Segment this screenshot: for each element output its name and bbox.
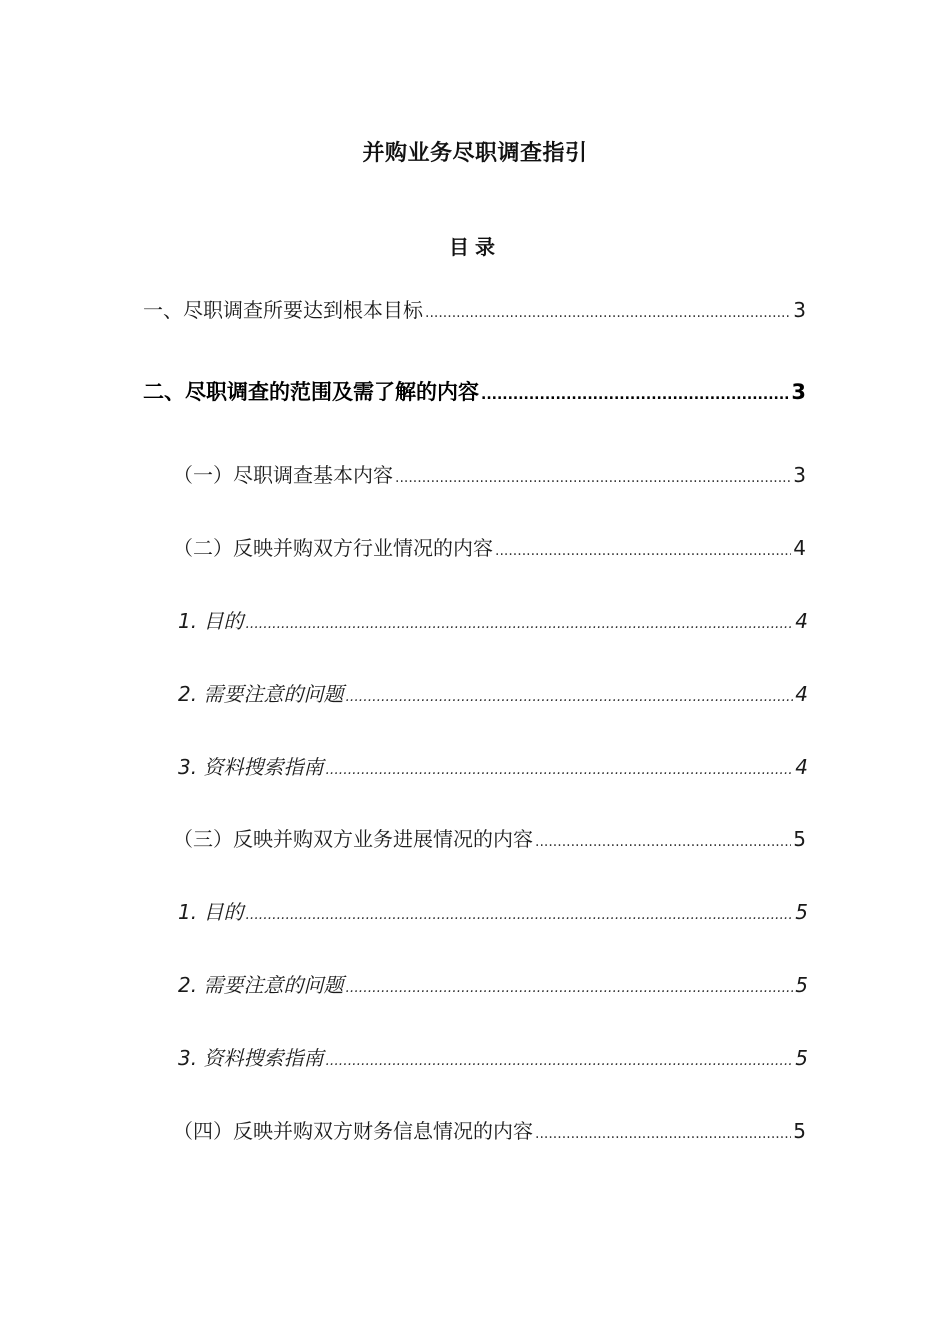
toc-entry-label: 二、尽职调查的范围及需了解的内容 [143, 380, 479, 404]
toc-leader-dots [425, 298, 791, 328]
toc-page-number: 5 [793, 1119, 806, 1143]
toc-entry-label: 一、尽职调查所要达到根本目标 [143, 298, 423, 322]
toc-entry-label: （四）反映并购双方财务信息情况的内容 [173, 1119, 533, 1143]
toc-page-number: 4 [793, 536, 806, 560]
toc-leader-dots [345, 682, 793, 712]
toc-leader-dots [395, 463, 791, 493]
toc-leader-dots [481, 380, 789, 410]
toc-leader-dots [325, 755, 793, 785]
toc-entry-section-1[interactable] [143, 295, 806, 325]
toc-leader-dots [245, 900, 793, 930]
toc-entry-item[interactable] [178, 897, 808, 927]
toc-page-number: 4 [795, 682, 808, 706]
toc-leader-dots [495, 536, 791, 566]
toc-entry-subsection-2[interactable] [173, 533, 806, 563]
toc-entry-item[interactable] [178, 679, 808, 709]
toc-leader-dots [535, 1119, 791, 1149]
toc-page-number: 4 [795, 755, 808, 779]
toc-entry-label: 1. 目的 [178, 900, 244, 924]
toc-page-number: 5 [793, 827, 806, 851]
toc-entry-label: 3. 资料搜索指南 [178, 755, 324, 779]
toc-entry-item[interactable] [178, 752, 808, 782]
toc-page-number: 3 [793, 298, 806, 322]
toc-entry-item[interactable] [178, 606, 808, 636]
toc-entry-label: 3. 资料搜索指南 [178, 1046, 324, 1070]
toc-entry-label: 2. 需要注意的问题 [178, 973, 344, 997]
toc-entry-subsection-4[interactable] [173, 1116, 806, 1146]
toc-entry-label: 1. 目的 [178, 609, 244, 633]
toc-page-number: 3 [791, 380, 806, 404]
toc-page-number: 5 [795, 973, 808, 997]
toc-heading: 目录 [449, 235, 501, 259]
toc-page-number: 3 [793, 463, 806, 487]
toc-entry-subsection-1[interactable] [173, 460, 806, 490]
toc-entry-label: （二）反映并购双方行业情况的内容 [173, 536, 493, 560]
toc-page-number: 5 [795, 1046, 808, 1070]
toc-entry-item[interactable] [178, 1043, 808, 1073]
toc-entry-section-2[interactable] [143, 377, 806, 407]
toc-entry-label: （三）反映并购双方业务进展情况的内容 [173, 827, 533, 851]
toc-leader-dots [535, 827, 791, 857]
toc-leader-dots [325, 1046, 793, 1076]
toc-entry-item[interactable] [178, 970, 808, 1000]
toc-leader-dots [345, 973, 793, 1003]
toc-entry-label: （一）尽职调查基本内容 [173, 463, 393, 487]
toc-leader-dots [245, 609, 793, 639]
toc-entry-subsection-3[interactable] [173, 824, 806, 854]
toc-page-number: 5 [795, 900, 808, 924]
toc-entry-label: 2. 需要注意的问题 [178, 682, 344, 706]
document-title: 并购业务尽职调查指引 [362, 141, 588, 166]
toc-page-number: 4 [795, 609, 808, 633]
